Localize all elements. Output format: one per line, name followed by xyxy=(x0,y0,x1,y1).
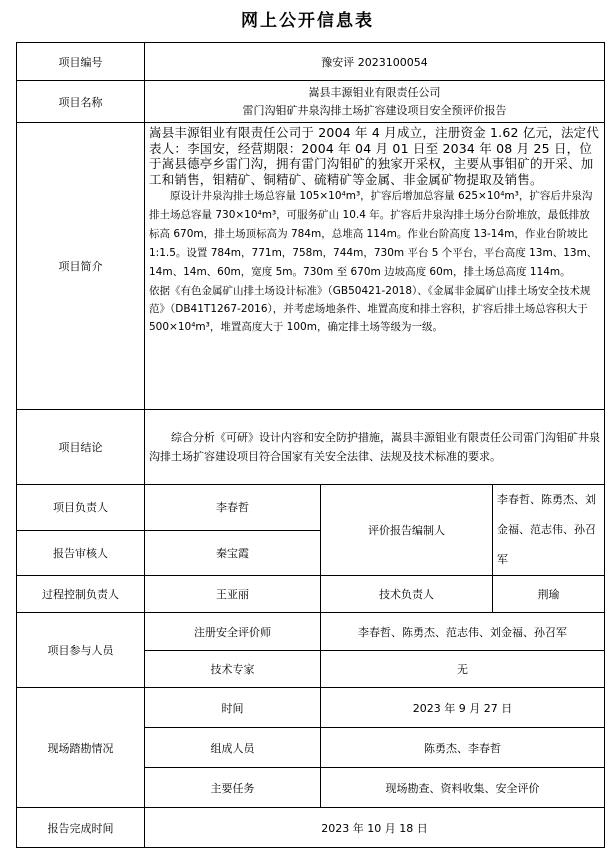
table-row-project-number xyxy=(17,43,605,81)
table-row-project-intro xyxy=(17,123,605,410)
survey-tasks-value: 现场勘查、资料收集、安全评价 xyxy=(321,768,605,808)
survey-members-value: 陈勇杰、李春哲 xyxy=(321,728,605,768)
tech-expert-value: 无 xyxy=(321,651,605,688)
tech-leader-label: 技术负责人 xyxy=(321,576,493,613)
registered-evaluator-label: 注册安全评价师 xyxy=(145,613,321,651)
report-reviewer-value: 秦宝霞 xyxy=(145,530,321,576)
survey-time-label: 时间 xyxy=(145,688,321,728)
project-name-label: 项目名称 xyxy=(17,81,145,123)
page-title: 网上公开信息表 xyxy=(241,11,374,31)
survey-time-value: 2023 年 9 月 27 日 xyxy=(321,688,605,728)
survey-members-label: 组成人员 xyxy=(145,728,321,768)
project-number-label: 项目编号 xyxy=(17,43,145,81)
project-intro-cell xyxy=(145,123,605,410)
info-table xyxy=(16,42,605,848)
project-intro-para1: 嵩县丰源钼业有限责任公司于 2004 年 4 月成立，注册资金 1.62 亿元，法定代表人：李国安，经营期限：2004 年 04 月 01 日至 2034 年 08 月 25 日，位于嵩县德亭乡雷门沟，拥有雷门沟钼矿的独家开采权，主要从事钼矿的开采、加工和销售，钼精矿、铜精矿、硫精矿等金属、非金属矿物提取及销售。 xyxy=(149,125,600,187)
table-row-project-name xyxy=(17,81,605,123)
report-date-label: 报告完成时间 xyxy=(17,808,145,848)
survey-tasks-label: 主要任务 xyxy=(145,768,321,808)
project-intro-para3: 依据《有色金属矿山排土场设计标准》（GB50421-2018）、《金属非金属矿山排土场安全技术规范》（DB41T1267-2016），并考虑场地条件、堆置高度和排土容积，扩容后排土场总容积大于 500×10⁴m³，堆置高度大于 100m，确定排土场等级为一级。 xyxy=(149,285,591,333)
participants-label: 项目参与人员 xyxy=(17,613,145,688)
project-number-value: 豫安评 2023100054 xyxy=(145,43,605,81)
report-date-value: 2023 年 10 月 18 日 xyxy=(145,808,605,848)
site-survey-label: 现场踏勘情况 xyxy=(17,688,145,808)
table-row-project-leader xyxy=(17,485,605,531)
project-leader-value: 李春哲 xyxy=(145,485,321,531)
report-compilers-value: 李春哲、陈勇杰、刘金福、范志伟、孙召军 xyxy=(493,485,605,576)
project-leader-label: 项目负责人 xyxy=(17,485,145,531)
table-row-survey-time xyxy=(17,688,605,728)
project-conclusion-value: 综合分析《可研》设计内容和安全防护措施，嵩县丰源钼业有限责任公司雷门沟钼矿井泉沟排土场扩容建设项目符合国家有关安全法律、法规及技术标准的要求。 xyxy=(149,431,600,463)
project-name-line1: 嵩县丰源钼业有限责任公司 xyxy=(308,85,441,99)
table-row-participants-registered xyxy=(17,613,605,651)
project-intro-para2: 原设计井泉沟排土场总容量 105×10⁴m³，扩容后增加总容量 625×10⁴m³，扩容后井泉沟排土场总容量 730×10⁴m³，可服务矿山 10.4 年。扩容后井泉沟排土场分台阶堆放，最低排放标高 670m，排土场顶标高为 784m，总堆高 114m。作业台阶高度 13-14m，作业台阶坡比 1:1.5。设置 784m，771m，758m，744m，730m 平台 5 个平台，平台高度 13m、13m、14m、14m、60m，宽度 5m。730m 至 670m 边坡高度 60m，排土场总高度 114m。 xyxy=(149,190,598,278)
process-control-label: 过程控制负责人 xyxy=(17,576,145,613)
process-control-value: 王亚丽 xyxy=(145,576,321,613)
tech-expert-label: 技术专家 xyxy=(145,651,321,688)
report-reviewer-label: 报告审核人 xyxy=(17,530,145,576)
registered-evaluator-value: 李春哲、陈勇杰、范志伟、刘金福、孙召军 xyxy=(321,613,605,651)
table-row-project-conclusion xyxy=(17,410,605,485)
table-row-process-control xyxy=(17,576,605,613)
project-name-line2: 雷门沟钼矿井泉沟排土场扩容建设项目安全预评价报告 xyxy=(242,103,507,117)
project-name-cell xyxy=(145,81,605,123)
project-intro-label: 项目简介 xyxy=(17,123,145,410)
tech-leader-value: 荆瑜 xyxy=(493,576,605,613)
project-conclusion-cell xyxy=(145,410,605,485)
table-row-report-date xyxy=(17,808,605,848)
project-conclusion-label: 项目结论 xyxy=(17,410,145,485)
report-compilers-label: 评价报告编制人 xyxy=(321,485,493,576)
